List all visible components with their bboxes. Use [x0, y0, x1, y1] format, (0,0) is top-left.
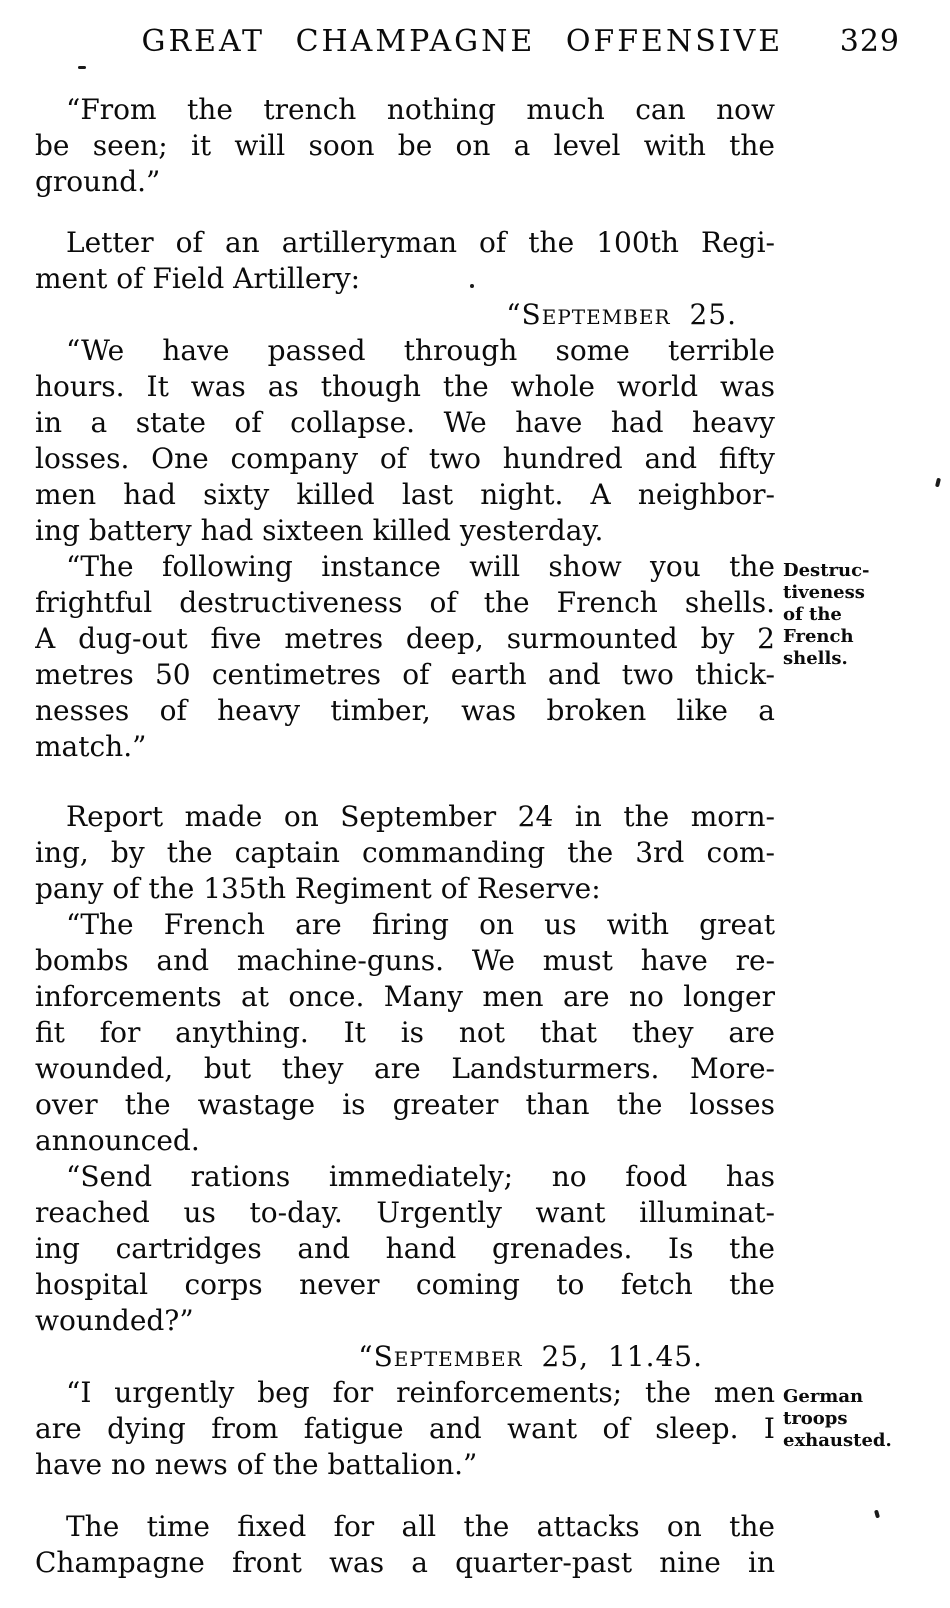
- text-line: pany of the 135th Regiment of Reserve:: [35, 872, 601, 905]
- text-line: “The following instance will show you the: [66, 550, 775, 583]
- text-line: wounded?”: [35, 1304, 194, 1337]
- text-line: men had sixty killed last night. A neighbor-: [35, 478, 775, 511]
- paragraph-report-intro: [35, 799, 775, 907]
- text-line: Champagne front was a quarter-past nine in: [35, 1546, 775, 1579]
- margin-note-line: exhausted.: [783, 1430, 892, 1451]
- margin-note-line: German: [783, 1386, 864, 1407]
- text-line: announced.: [35, 1124, 200, 1157]
- scan-artifact: [874, 1510, 880, 1519]
- text-line: fit for anything. It is not that they are: [35, 1016, 775, 1049]
- text-line: “We have passed through some terrible: [66, 334, 775, 367]
- running-head-title: GREAT CHAMPAGNE OFFENSIVE: [141, 24, 784, 59]
- paragraph-trench-quote: [35, 92, 775, 200]
- scan-artifact: [935, 478, 941, 488]
- paragraph-report-body: [35, 907, 775, 1159]
- text-line: bombs and machine-guns. We must have re-: [35, 944, 775, 977]
- text-line: “Send rations immediately; no food has: [66, 1160, 775, 1193]
- paragraph-letter-intro: [35, 225, 775, 297]
- margin-note-line: troops: [783, 1408, 848, 1429]
- margin-note-line: French: [783, 626, 854, 647]
- margin-note-destructiveness: [783, 560, 938, 670]
- text-line: losses. One company of two hundred and fifty: [35, 442, 775, 475]
- margin-note-line: tiveness: [783, 582, 865, 603]
- text-line: “From the trench nothing much can now: [66, 93, 775, 126]
- text-line: Letter of an artilleryman of the 100th Regi-: [66, 226, 775, 259]
- margin-note-line: of the: [783, 604, 842, 625]
- text-line: be seen; it will soon be on a level with the: [35, 129, 775, 162]
- paragraph-send-rations: [35, 1159, 775, 1339]
- page-number: 329: [839, 24, 900, 59]
- text-line: hospital corps never coming to fetch the: [35, 1268, 775, 1301]
- paragraph-destructiveness: [35, 549, 775, 765]
- text-line: wounded, but they are Landsturmers. More-: [35, 1052, 775, 1085]
- scan-artifact: [78, 66, 86, 69]
- text-line: Report made on September 24 in the morn-: [66, 800, 775, 833]
- text-line: ing battery had sixteen killed yesterday.: [35, 514, 604, 547]
- margin-note-line: Destruc-: [783, 560, 870, 581]
- text-line: inforcements at once. Many men are no longer: [35, 980, 775, 1013]
- text-line: The time fixed for all the attacks on the: [66, 1510, 775, 1543]
- text-line: “The French are firing on us with great: [66, 908, 775, 941]
- page-header: [85, 24, 900, 59]
- paragraph-reinforcements: [35, 1375, 775, 1483]
- text-line: ground.”: [35, 165, 161, 198]
- text-line: ment of Field Artillery:: [35, 262, 361, 295]
- text-line: ing cartridges and hand grenades. Is the: [35, 1232, 775, 1265]
- text-line: are dying from fatigue and want of sleep. I: [35, 1412, 775, 1445]
- text-line: metres 50 centimetres of earth and two thick-: [35, 658, 775, 691]
- text-line: “I urgently beg for reinforcements; the men: [66, 1376, 775, 1409]
- text-line: frightful destructiveness of the French shells.: [35, 586, 775, 619]
- text-line: have no news of the battalion.”: [35, 1448, 478, 1481]
- text-line: match.”: [35, 730, 147, 763]
- text-line: in a state of collapse. We have had heavy: [35, 406, 775, 439]
- text-line: over the wastage is greater than the losses: [35, 1088, 775, 1121]
- scan-artifact: [470, 284, 474, 288]
- text-line: nesses of heavy timber, was broken like a: [35, 694, 775, 727]
- margin-note-line: shells.: [783, 648, 848, 669]
- paragraph-time-fixed: [35, 1509, 775, 1581]
- paragraph-letter-body: [35, 333, 775, 549]
- text-line: ing, by the captain commanding the 3rd com-: [35, 836, 775, 869]
- margin-note-german-troops: [783, 1386, 938, 1452]
- text-line: reached us to-day. Urgently want illuminat-: [35, 1196, 775, 1229]
- dateline-september-25: “September 25.: [506, 298, 737, 331]
- text-line: hours. It was as though the whole world was: [35, 370, 775, 403]
- dateline-september-25-1145: “September 25, 11.45.: [358, 1340, 703, 1373]
- text-column: [35, 92, 775, 1581]
- text-line: A dug-out five metres deep, surmounted by 2: [35, 622, 775, 655]
